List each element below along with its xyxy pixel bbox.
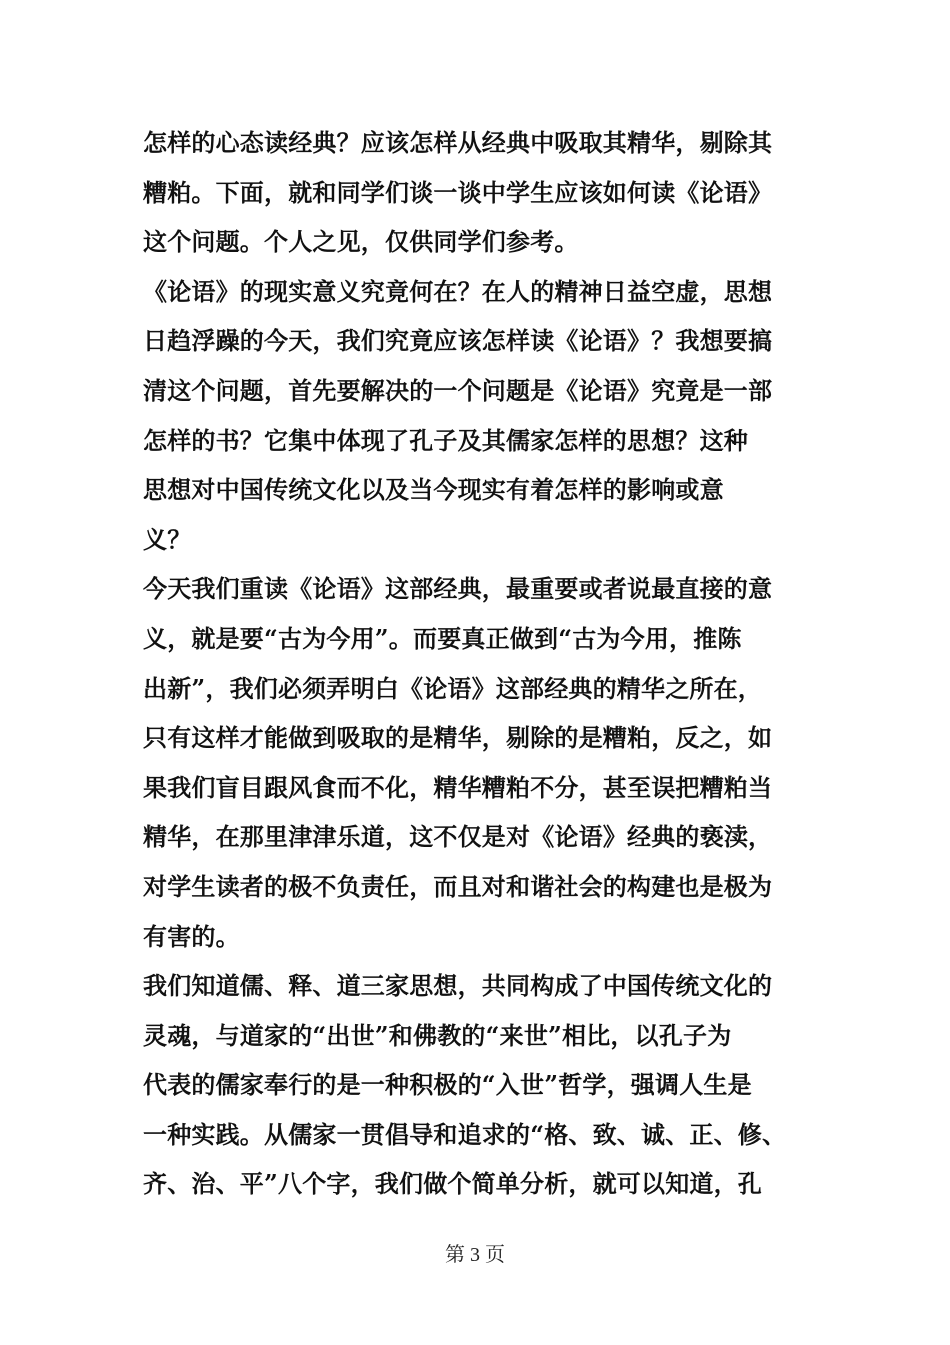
text-line: 灵魂，与道家的“出世”和佛教的“来世”相比，以孔子为 (143, 1020, 732, 1050)
text-line: 清这个问题，首先要解决的一个问题是《论语》究竟是一部 (143, 375, 773, 405)
text-line: 有害的。 (143, 921, 240, 951)
text-line: 代表的儒家奉行的是一种积极的“入世”哲学，强调人生是 (143, 1070, 752, 1100)
text-line: 一种实践。从儒家一贯倡导和追求的“格、致、诚、正、修、 (143, 1119, 787, 1149)
text-line: 思想对中国传统文化以及当今现实有着怎样的影响或意 (143, 475, 724, 505)
text-line: 精华，在那里津津乐道，这不仅是对《论语》经典的亵渎， (143, 822, 773, 852)
text-line: 我们知道儒、释、道三家思想，共同构成了中国传统文化的 (143, 971, 773, 1001)
text-line: 只有这样才能做到吸取的是精华，剔除的是糟粕，反之，如 (143, 723, 773, 753)
text-line: 出新”，我们必须弄明白《论语》这部经典的精华之所在， (143, 673, 763, 703)
text-line: 《论语》的现实意义究竟何在？在人的精神日益空虚，思想 (143, 276, 773, 306)
text-line: 对学生读者的极不负责任，而且对和谐社会的构建也是极为 (143, 871, 773, 901)
text-line: 怎样的书？它集中体现了孔子及其儒家怎样的思想？这种 (143, 425, 748, 455)
text-line: 齐、治、平”八个字，我们做个简单分析，就可以知道，孔 (143, 1169, 763, 1199)
text-line: 怎样的心态读经典？应该怎样从经典中吸取其精华，剔除其 (143, 128, 773, 157)
text-line: 这个问题。个人之见，仅供同学们参考。 (143, 227, 579, 257)
text-line: 义，就是要“古为今用”。而要真正做到“古为今用，推陈 (143, 623, 742, 653)
body-text (143, 118, 813, 1209)
text-line: 日趋浮躁的今天，我们究竟应该怎样读《论语》？我想要搞 (143, 326, 773, 356)
text-line: 果我们盲目跟风食而不化，精华糟粕不分，甚至误把糟粕当 (143, 772, 773, 802)
text-line: 今天我们重读《论语》这部经典，最重要或者说最直接的意 (143, 574, 773, 604)
text-line: 糟粕。下面，就和同学们谈一谈中学生应该如何读《论语》 (143, 177, 773, 207)
text-line: 义？ (143, 524, 192, 554)
page-number: 第 3 页 (445, 1244, 505, 1266)
